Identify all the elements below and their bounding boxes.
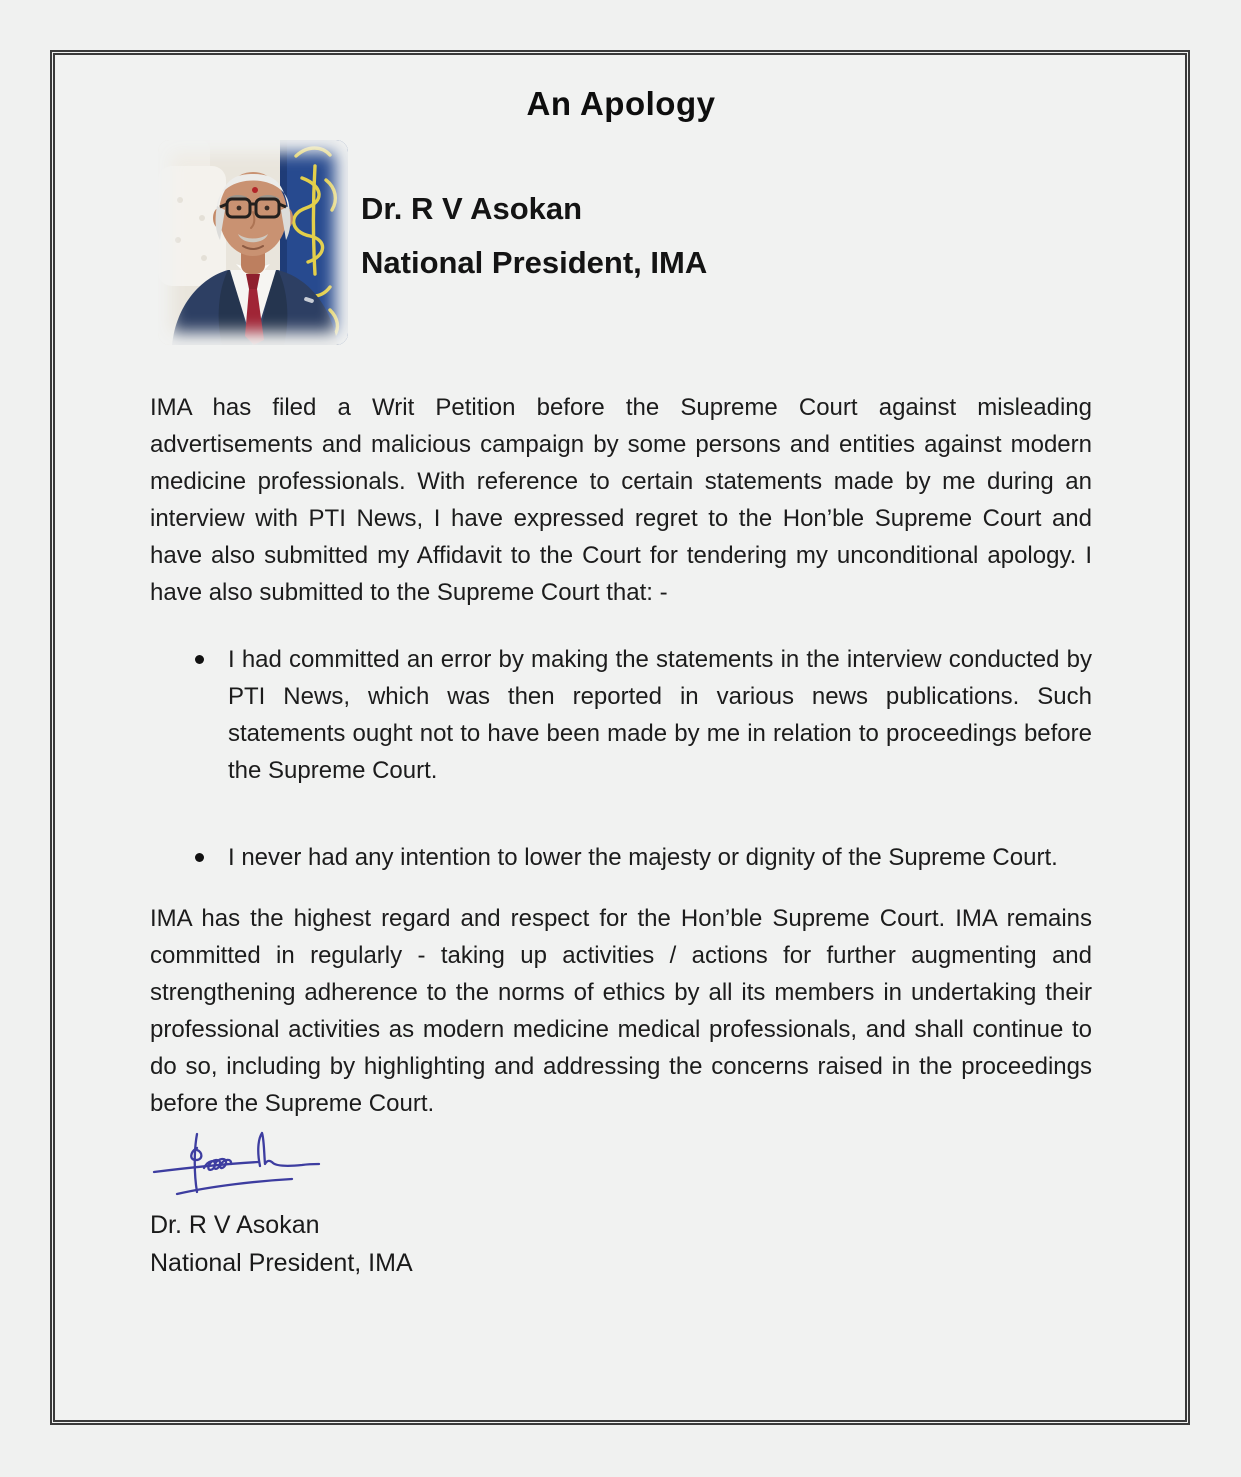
bullet-dot-icon bbox=[195, 853, 204, 862]
header-section bbox=[150, 140, 1092, 345]
author-block bbox=[361, 140, 707, 345]
list-item bbox=[195, 839, 1092, 876]
apology-points-list bbox=[195, 641, 1092, 876]
tilak-mark bbox=[252, 187, 258, 193]
paragraph-closing: IMA has the highest regard and respect for the Hon’ble Supreme Court. IMA remains committed in regularly - taking up activities / actions for further augmenting and strengthening adherence to the norms of ethics by all its members in undertaking their professional activities as modern medicine medical professionals, and shall continue to do so, including by highlighting and addressing the concerns raised in the proceedings before the Supreme Court. bbox=[150, 905, 1092, 1117]
bullet-text: I never had any intention to lower the majesty or dignity of the Supreme Court. bbox=[228, 844, 1058, 871]
list-item bbox=[195, 641, 1092, 789]
paragraph-intro: IMA has filed a Writ Petition before the Supreme Court against misleading advertisements and malicious campaign by some persons and entities against modern medicine professionals. With reference to certain statements made by me during an interview with PTI News, I have expressed regret to the Hon’ble Supreme Court and have also submitted my Affidavit to the Court for tendering my unconditional apology. I have also submitted to the Supreme Court that: - bbox=[150, 394, 1092, 606]
letter-content bbox=[55, 55, 1185, 1282]
signature-ink bbox=[152, 1126, 327, 1206]
page-border-frame bbox=[50, 50, 1190, 1425]
bullet-dot-icon bbox=[195, 655, 204, 664]
document-title: An Apology bbox=[526, 85, 716, 122]
asokan-portrait-photo bbox=[158, 140, 348, 345]
signature-block bbox=[150, 1126, 1092, 1282]
author-name: Dr. R V Asokan bbox=[361, 191, 583, 226]
signatory-name: Dr. R V Asokan bbox=[150, 1211, 320, 1239]
bullet-text: I had committed an error by making the statements in the interview conducted by PTI News, which was then reported in various news publications. Such statements ought not to have been made by me in relation to proceedings before the Supreme Court. bbox=[228, 646, 1092, 784]
portrait-illustration bbox=[158, 140, 348, 345]
author-role: National President, IMA bbox=[361, 245, 708, 280]
signatory-role: National President, IMA bbox=[150, 1249, 413, 1277]
